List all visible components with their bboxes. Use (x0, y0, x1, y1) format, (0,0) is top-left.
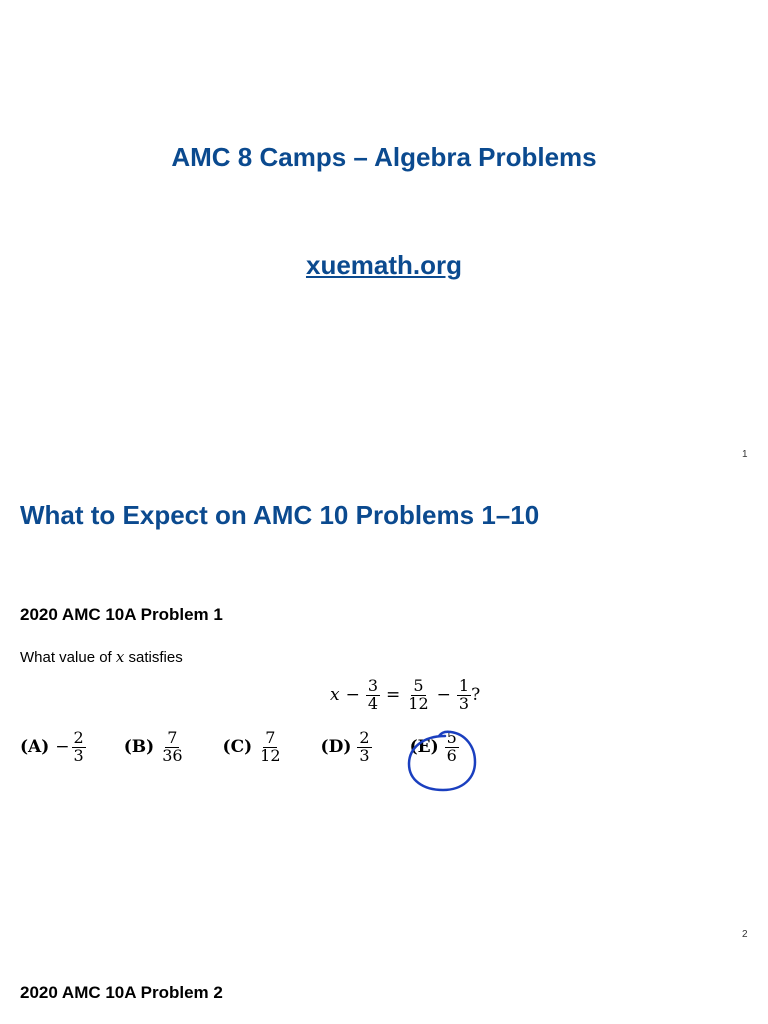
eq-minus-1: − (345, 685, 360, 706)
choice-d[interactable] (321, 730, 372, 765)
choice-label: (B) (123, 737, 155, 758)
xuemath-link[interactable]: xuemath.org (305, 250, 463, 280)
problem-title-2: 2020 AMC 10A Problem 2 (20, 983, 223, 1002)
choice-c[interactable] (223, 730, 283, 765)
fraction-numerator: 2 (359, 728, 370, 747)
choice-a[interactable] (20, 730, 86, 765)
choice-fraction (258, 730, 282, 765)
statement-prefix: What value of (20, 649, 116, 666)
choice-label: (E) (409, 737, 439, 758)
fraction-numerator: 5 (446, 728, 457, 747)
fraction-numerator: 5 (413, 676, 424, 695)
fraction-denominator: 6 (446, 745, 457, 765)
fraction-denominator: 3 (458, 693, 470, 713)
choice-sign: − (55, 737, 70, 758)
problem-title-1: 2020 AMC 10A Problem 1 (20, 605, 223, 624)
choice-fraction (72, 730, 86, 765)
page-number-2: 2 (742, 929, 748, 940)
fraction-numerator: 7 (167, 728, 178, 747)
choice-label: (A) (20, 737, 50, 758)
choice-label: (C) (222, 737, 253, 758)
eq-minus-2: − (436, 685, 451, 706)
eq-fraction-3 (457, 678, 471, 713)
slide1-title: AMC 8 Camps – Algebra Problems (171, 142, 597, 172)
circle-stroke (409, 728, 475, 790)
fraction-numerator: 7 (265, 728, 276, 747)
fraction-denominator: 4 (367, 693, 379, 713)
eq-equals: = (386, 685, 401, 706)
fraction-numerator: 3 (367, 676, 379, 695)
slide2-heading: What to Expect on AMC 10 Problems 1–10 (20, 500, 540, 530)
choice-b[interactable] (124, 730, 185, 765)
choice-fraction (160, 730, 184, 765)
eq-variable: x (330, 685, 340, 706)
choice-fraction (357, 730, 371, 765)
eq-question-mark: ? (471, 685, 481, 706)
choice-label: (D) (320, 737, 352, 758)
fraction-numerator: 1 (458, 676, 470, 695)
fraction-denominator: 3 (73, 745, 84, 765)
answer-circle-annotation (405, 730, 480, 795)
fraction-denominator: 3 (359, 745, 370, 765)
statement-variable: x (115, 648, 125, 666)
fraction-numerator: 2 (73, 728, 84, 747)
fraction-denominator: 12 (408, 693, 429, 713)
eq-fraction-1 (366, 678, 380, 713)
fraction-denominator: 36 (162, 745, 183, 765)
problem-statement (20, 648, 183, 666)
equation (330, 678, 480, 713)
fraction-denominator: 12 (260, 745, 281, 765)
page-number-1: 1 (742, 449, 748, 460)
statement-suffix: satisfies (124, 649, 183, 666)
eq-fraction-2 (406, 678, 430, 713)
